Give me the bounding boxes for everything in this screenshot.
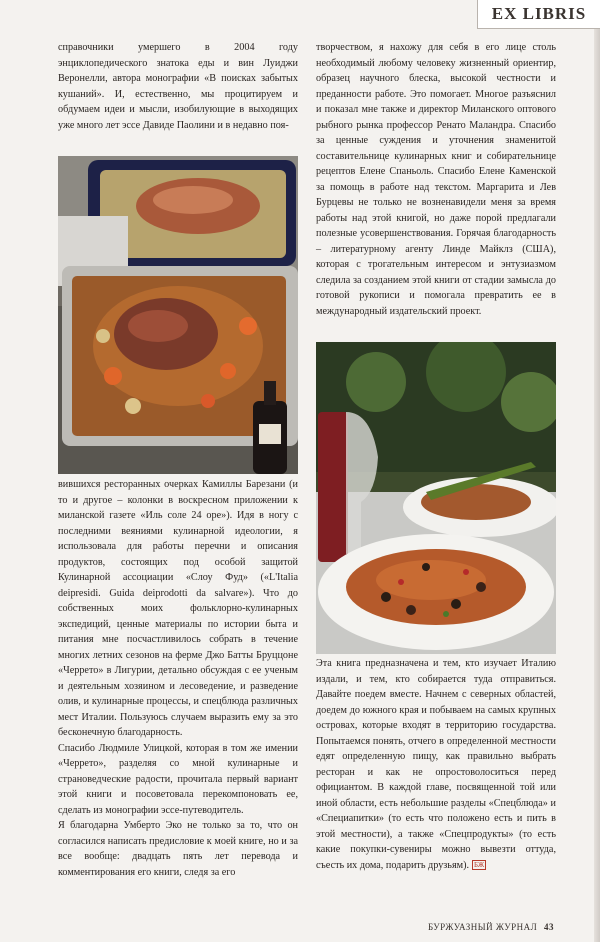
paragraph: творчеством, я нахожу для себя в его лице столь необходимый любому человеку жизненный ориентир, образец научного блеска, высокой честности и преданности работе. Это помогает. Многое разъяснил и показал мне также и директор Миланского оптового рыбного рынка профессор Ренато Маландра. Спасибо за ценные суждения и уточнения знаменитой составительнице кулинарных книг и собирательнице рецептов Елене Спаньоль. Спасибо Елене Каменской за помощь в работе над текстом. Маргарита и Лев Бурцевы не только не возненавидели меня за время работы над этой книгой, но даже порой предлагали полезные усовершенствования. Горячая благодарность – литературному агенту Линде Майклз (США), которая с трогательным интересом и энтузиазмом следила за созданием этой книги от стадии замысла до готовой рукописи и помогала превратить ее в международный издательский проект. bbox=[316, 42, 556, 317]
plated-dishes-photo-illustration bbox=[316, 342, 556, 654]
paragraph: справочники умершего в 2004 году энциклопедического знатока еды и вин Луиджи Веронелли, автора монографии «В поисках забытых кушаний». И, естественно, мы процитируем и обдумаем идеи и мысли, изобилующие в выходящих уже много лет эссе Давиде Паолини и в недавно поя- bbox=[58, 42, 298, 131]
roast-meat-photo-illustration bbox=[58, 156, 298, 474]
end-of-article-mark: БЖ bbox=[474, 861, 485, 870]
section-header bbox=[477, 0, 600, 29]
photo-roast-meat-in-pans bbox=[58, 156, 298, 474]
right-column-top bbox=[316, 40, 556, 319]
page-footer bbox=[428, 922, 554, 932]
right-column-bottom bbox=[316, 656, 556, 873]
paragraph bbox=[316, 656, 556, 873]
page-edge bbox=[594, 0, 600, 942]
section-title: EX LIBRIS bbox=[491, 4, 587, 23]
paragraph: Спасибо Людмиле Улицкой, которая в том же имении «Черрето», разделяя со мной кулинарные и страноведческие радости, прочитала первый вариант этой книги и посоветовала перекомпоновать ее, сделать из монографии эссе-путеводитель. bbox=[58, 742, 298, 816]
paragraph: вившихся ресторанных очерках Камиллы Барезани (и то и другое – колонки в воскресном приложении к миланской газете «Иль соле 24 оре»). Идя в ногу с последними веяниями кулинарной идеологии, я использовала для работы перечни и описания продуктов, состоящих под особой защитой Кулинарной ассоциации «Слоу Фуд» («L'Italia deipresidi. Guida deiprodotti da salvare»). Что до собственных моих фольклорно-кулинарных экспедиций, ценные материалы по истории быта и питания мне посчастливилось собрать в течение многих летних сезонов на ферме Джо Батты Бруццоне «Черрето» в Лигурии, детально обсуждая с ее ученым и деятельным хозяином и лесоведение, и разведение олив, и кулинарные процессы, и спецблюда различных мест Италии. Пользуюсь случаем выразить ему за это бесконечную благодарность. bbox=[58, 479, 298, 738]
paragraph: Я благодарна Умберто Эко не только за то, что он согласился написать предисловие к моей книге, но и за все вообще: двадцать пять лет перевода и комментирования его книги, следя за его bbox=[58, 820, 298, 878]
left-column-bottom bbox=[58, 477, 298, 880]
magazine-name: БУРЖУАЗНЫЙ ЖУРНАЛ bbox=[427, 922, 538, 932]
photo-plated-dishes bbox=[316, 342, 556, 654]
page-number: 43 bbox=[544, 922, 554, 932]
paragraph-text: Эта книга предназначена и тем, кто изучает Италию издали, и тем, кто собирается туда отправиться. Давайте поедем вместе. Начнем с северных областей, доедем до южного края и побываем на самых крупных островах, которые входят в территорию государства. Попытаемся понять, отчего в определенной местности едят определенную пищу, как правильно выбрать ресторан и как не опростоволоситься перед официантом. В каждой главе, посвященной той или иной области, есть небольшие разделы «Спецблюда» и «Специапитки» (то есть что положено есть и пить в этой местности), а также «Спецпродукты» (то есть какие покупки-сувениры можно вывезти оттуда, съесть их дома, подарить друзьям). bbox=[316, 658, 556, 871]
left-column-top bbox=[58, 40, 298, 133]
